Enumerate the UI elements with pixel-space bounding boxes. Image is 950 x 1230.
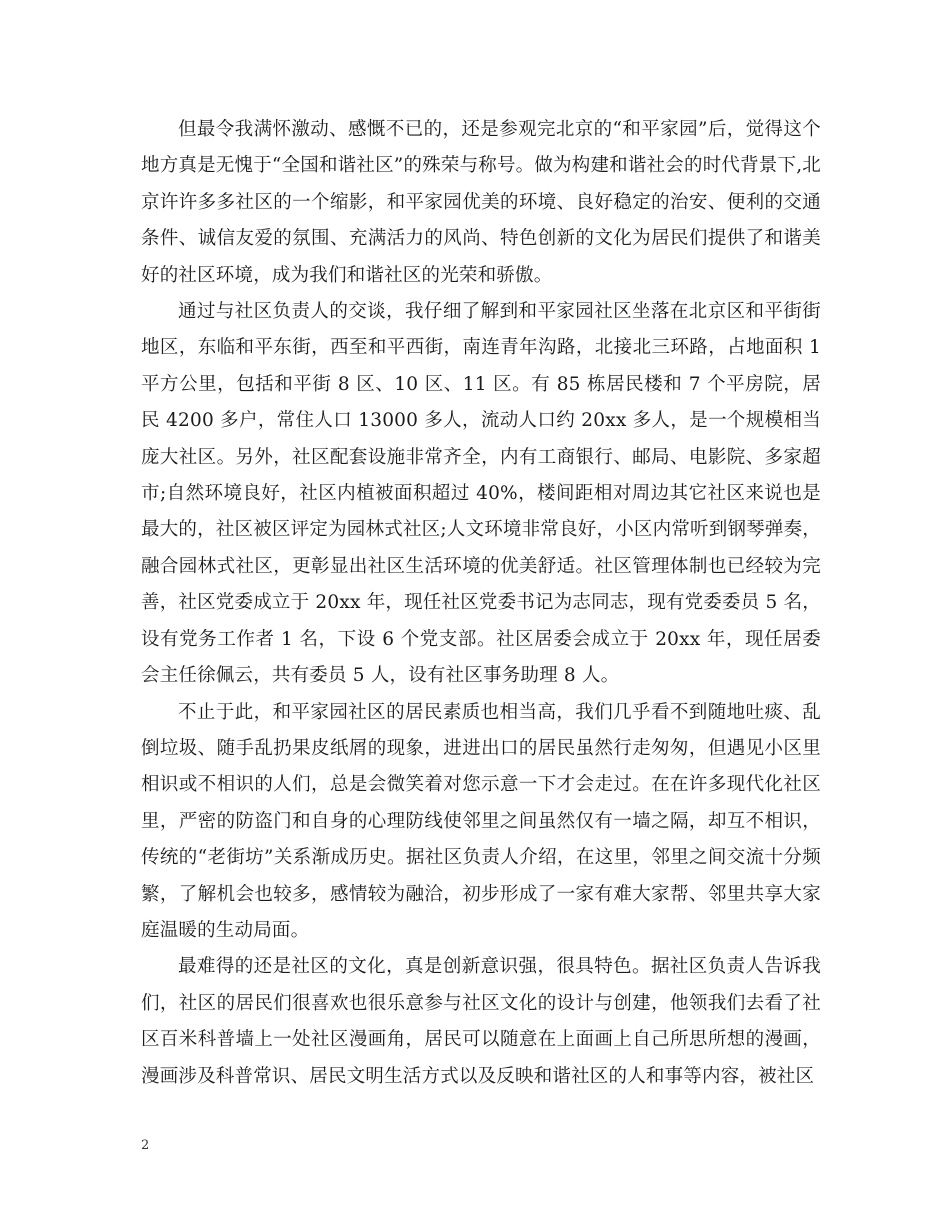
page-number: 2	[141, 1138, 150, 1153]
paragraph: 但最令我满怀激动、感慨不已的，还是参观完北京的“和平家园”后，觉得这个地方真是无愧于“全国和谐社区”的殊荣与称号。做为构建和谐社会的时代背景下,北京许许多多社区的一个缩影，和平家园优美的环境、良好稳定的治安、便利的交通条件、诚信友爱的氛围、充满活力的风尚、特色创新的文化为居民们提供了和谐美好的社区环境，成为我们和谐社区的光荣和骄傲。	[141, 119, 821, 286]
body-text	[141, 112, 821, 1095]
paragraph: 不止于此，和平家园社区的居民素质也相当高，我们几乎看不到随地吐痰、乱倒垃圾、随手乱扔果皮纸屑的现象，进进出口的居民虽然行走匆匆，但遇见小区里相识或不相识的人们，总是会微笑着对您示意一下才会走过。在在许多现代化社区里，严密的防盗门和自身的心理防线使邻里之间虽然仅有一墙之隔，却互不相识，传统的“老街坊”关系渐成历史。据社区负责人介绍，在这里，邻里之间交流十分频繁，了解机会也较多，感情较为融洽，初步形成了一家有难大家帮、邻里共享大家庭温暖的生动局面。	[141, 701, 821, 941]
paragraph: 最难得的还是社区的文化，真是创新意识强，很具特色。据社区负责人告诉我们，社区的居民们很喜欢也很乐意参与社区文化的设计与创建，他领我们去看了社区百米科普墙上一处社区漫画角，居民可以随意在上面画上自己所思所想的漫画，漫画涉及科普常识、居民文明生活方式以及反映和谐社区的人和事等内容，被社区	[141, 956, 821, 1087]
paragraph: 通过与社区负责人的交谈，我仔细了解到和平家园社区坐落在北京区和平街街地区，东临和平东街，西至和平西街，南连青年沟路，北接北三环路，占地面积 1 平方公里，包括和平街 8 区、10 区、11 区。有 85 栋居民楼和 7 个平房院，居民 4200 多户，常住人口 13000 多人，流动人口约 20xx 多人，是一个规模相当庞大社区。另外，社区配套设施非常齐全，内有工商银行、邮局、电影院、多家超市;自然环境良好，社区内植被面积超过 40%，楼间距相对周边其它社区来说也是最大的，社区被区评定为园林式社区;人文环境非常良好，小区内常听到钢琴弹奏，融合园林式社区，更彰显出社区生活环境的优美舒适。社区管理体制也已经较为完善，社区党委成立于 20xx 年，现任社区党委书记为志同志，现有党委委员 5 名，设有党务工作者 1 名，下设 6 个党支部。社区居委会成立于 20xx 年，现任居委会主任徐佩云，共有委员 5 人，设有社区事务助理 8 人。	[141, 301, 821, 687]
